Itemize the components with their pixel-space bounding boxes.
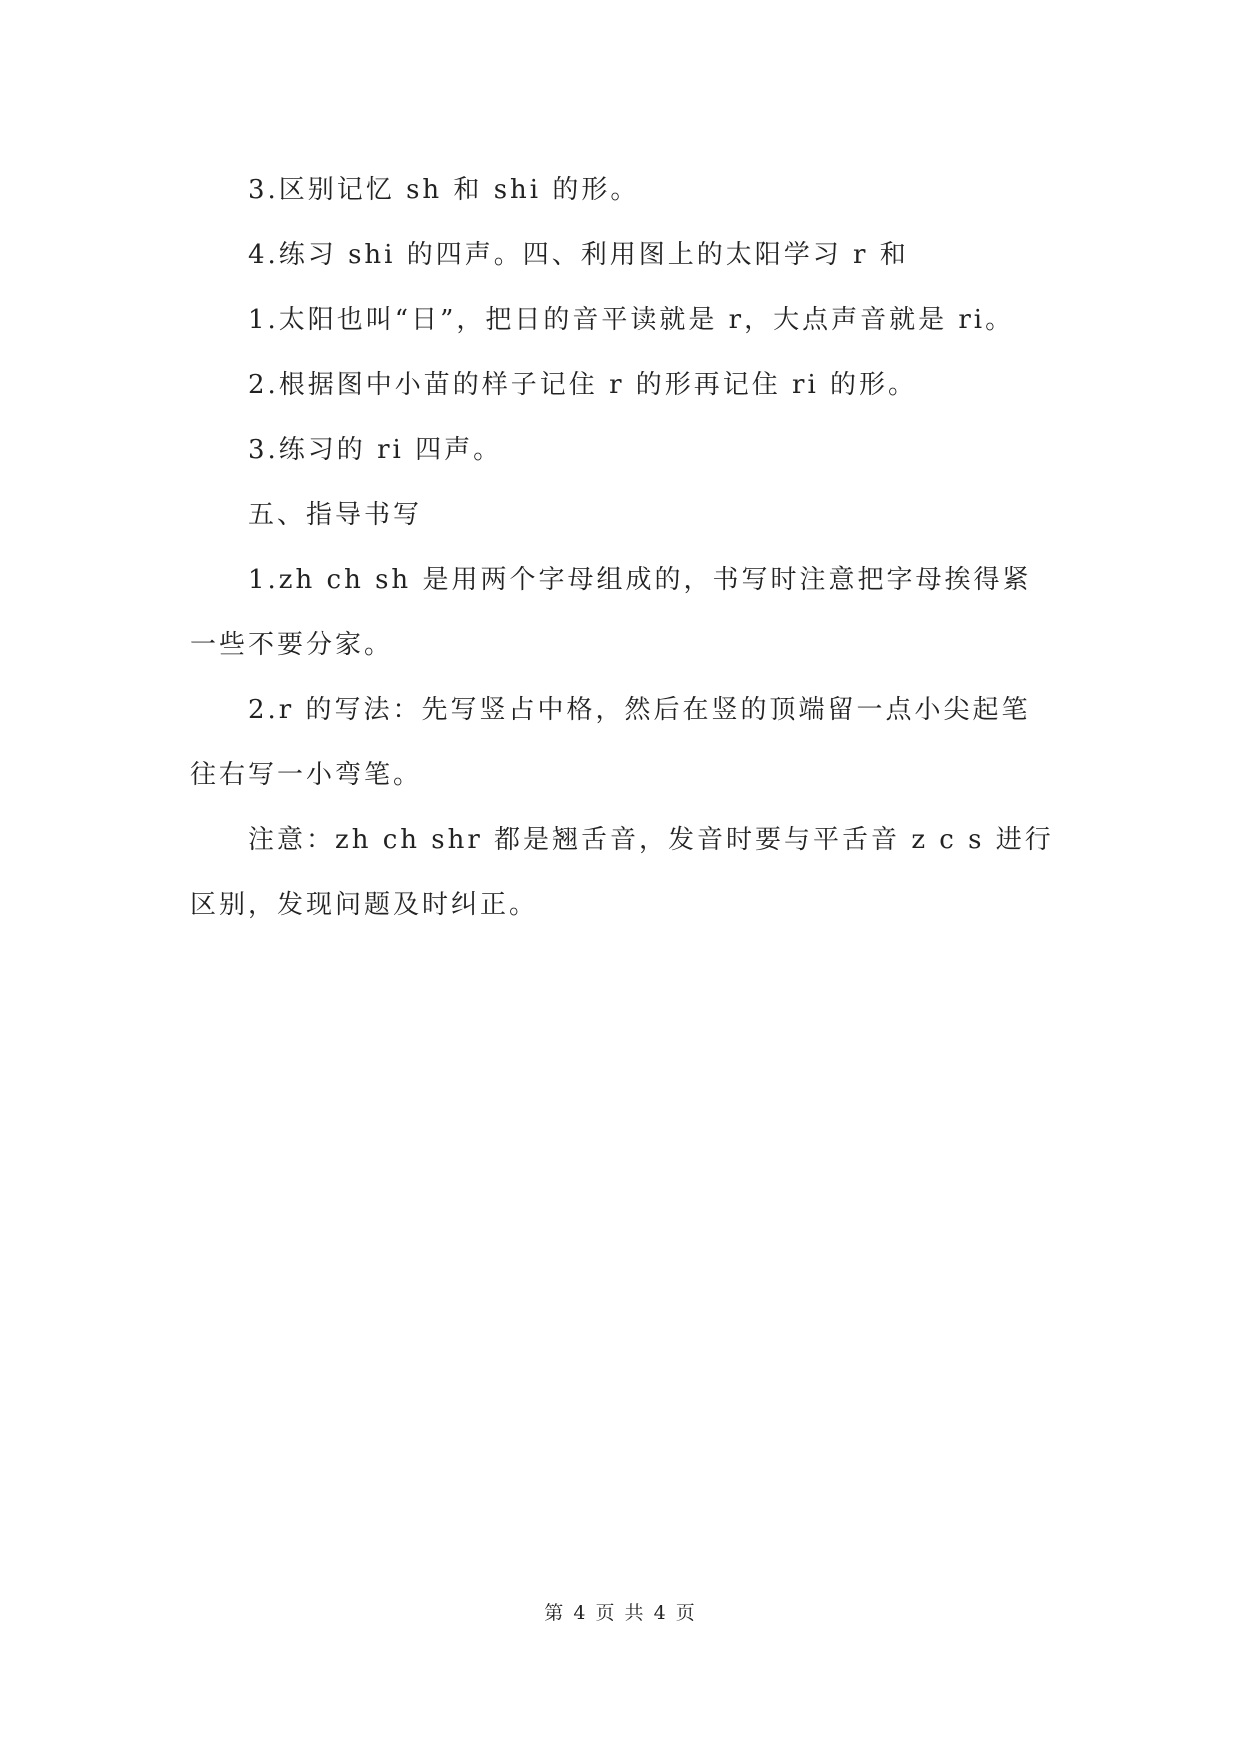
footer-prefix: 第 (544, 1602, 566, 1624)
footer-total-pages: 4 (653, 1602, 668, 1624)
footer-suffix: 页 (675, 1602, 697, 1624)
section-heading: 五、指导书写 (248, 500, 423, 530)
paragraph: 2.根据图中小苗的样子记住 r 的形再记住 ri 的形。 (248, 370, 918, 400)
paragraph: 3.区别记忆 sh 和 shi 的形。 (248, 175, 640, 205)
paragraph: 1.太阳也叫“日”，把日的音平读就是 r，大点声音就是 ri。 (248, 305, 1015, 335)
paragraph: 4.练习 shi 的四声。四、利用图上的太阳学习 r 和 (248, 240, 909, 270)
paragraph: 2.r 的写法：先写竖占中格，然后在竖的顶端留一点小尖起笔往右写一小弯笔。 (190, 695, 1031, 790)
page-footer (0, 1598, 1241, 1625)
footer-current-page: 4 (573, 1602, 588, 1624)
footer-middle: 页 共 (595, 1602, 646, 1624)
document-body (190, 158, 1056, 938)
paragraph: 3.练习的 ri 四声。 (248, 435, 503, 465)
paragraph: 1.zh ch sh 是用两个字母组成的，书写时注意把字母挨得紧一些不要分家。 (190, 565, 1032, 660)
paragraph: 注意：zh ch shr 都是翘舌音，发音时要与平舌音 z c s 进行区别，发现问题及时纠正。 (190, 825, 1054, 920)
